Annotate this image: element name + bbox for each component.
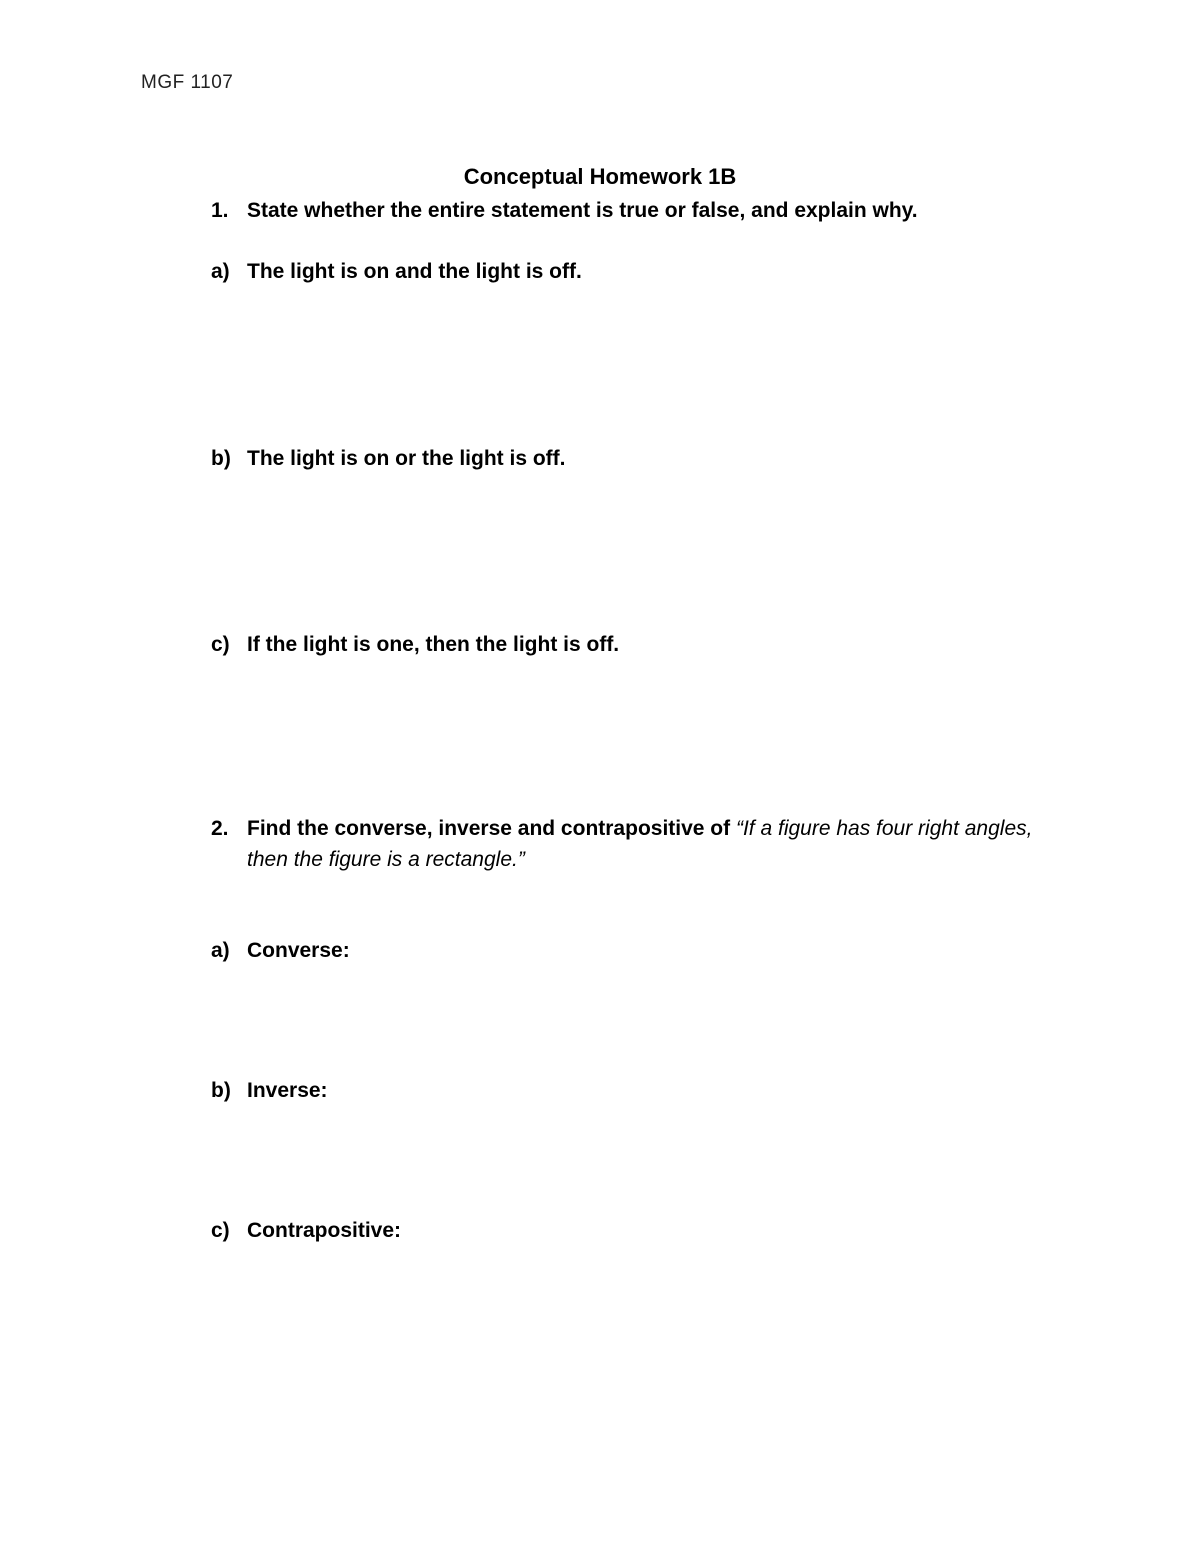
part-text: If the light is one, then the light is off. bbox=[247, 633, 620, 656]
page-title: Conceptual Homework 1B bbox=[463, 164, 737, 189]
part-label: a) bbox=[211, 260, 230, 283]
question-2-quote-line2: then the figure is a rectangle.” bbox=[247, 848, 525, 871]
question-2-number: 2. bbox=[211, 817, 229, 840]
part-text: The light is on or the light is off. bbox=[247, 447, 566, 470]
course-header: MGF 1107 bbox=[141, 72, 234, 93]
part-text: Converse: bbox=[247, 939, 350, 962]
part-text: The light is on and the light is off. bbox=[247, 260, 582, 283]
part-label: a) bbox=[211, 939, 230, 962]
part-text: Contrapositive: bbox=[247, 1219, 402, 1242]
question-2-prompt-lead: Find the converse, inverse and contrapositive of bbox=[247, 817, 736, 840]
part-label: b) bbox=[211, 1079, 231, 1102]
part-label: c) bbox=[211, 1219, 230, 1242]
part-label: b) bbox=[211, 447, 231, 470]
question-1-prompt: State whether the entire statement is true or false, and explain why. bbox=[247, 199, 918, 222]
question-2-quote-line1: “If a figure has four right angles, bbox=[735, 817, 1033, 840]
part-text: Inverse: bbox=[247, 1079, 328, 1102]
part-label: c) bbox=[211, 633, 230, 656]
question-2-prompt bbox=[247, 817, 1032, 841]
question-1-number: 1. bbox=[211, 199, 229, 222]
